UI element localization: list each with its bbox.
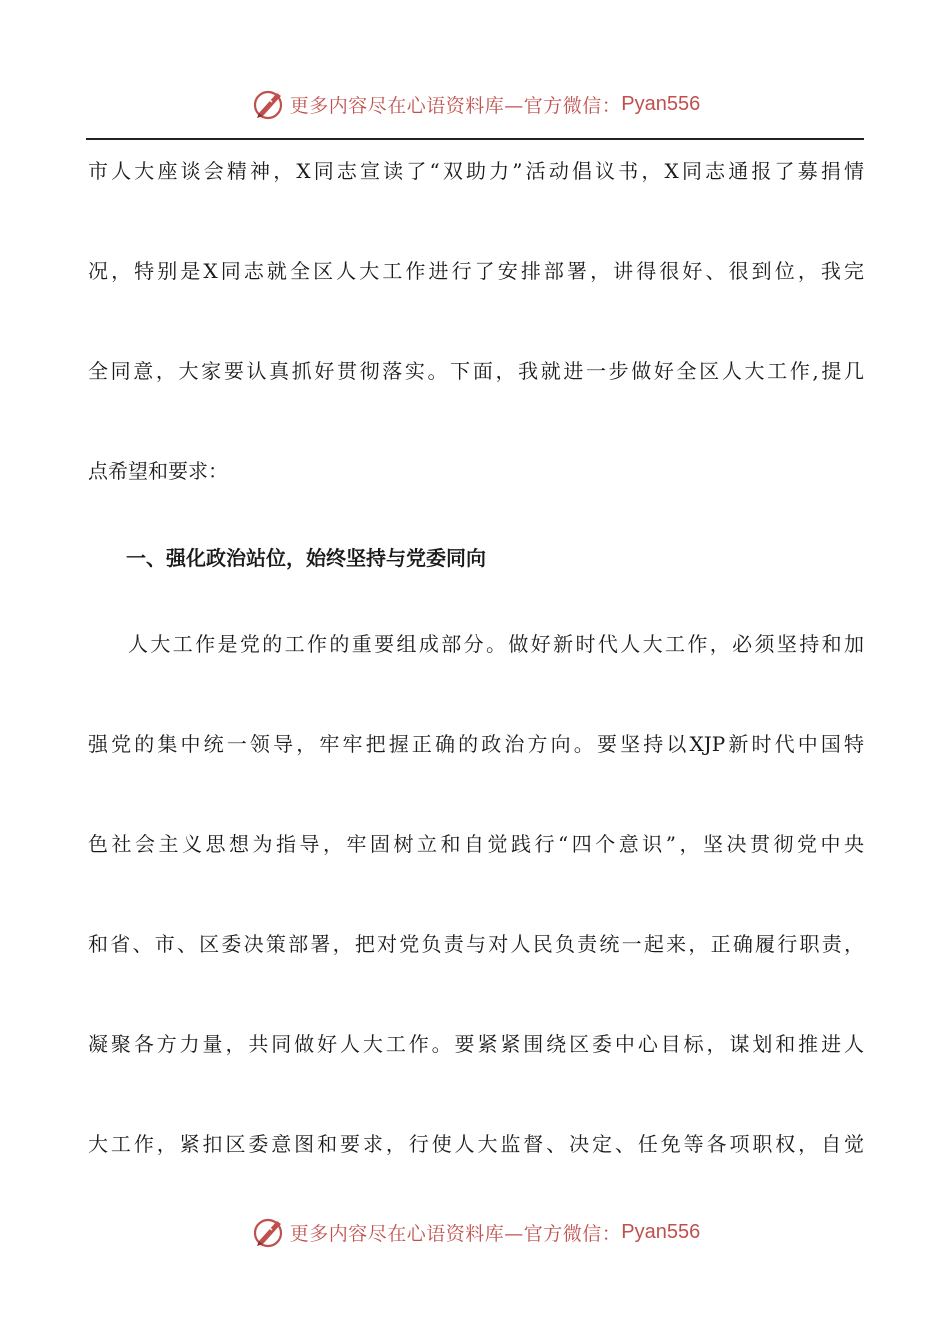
body-line: 全同意，大家要认真抓好贯彻落实。下面，我就进一步做好全区人大工作,提几 [88,359,864,383]
body-line: 凝聚各方力量，共同做好人大工作。要紧紧围绕区委中心目标，谋划和推进人 [88,1032,864,1056]
header-wechat-id: Pyan556 [621,92,701,115]
body-line: 强党的集中统一领导，牢牢把握正确的政治方向。要坚持以XJP新时代中国特 [88,732,864,756]
body-line: 市人大座谈会精神，X同志宣读了“双助力”活动倡议书，X同志通报了募捐情 [88,159,864,183]
body-line: 人大工作是党的工作的重要组成部分。做好新时代人大工作，必须坚持和加 [128,632,864,656]
body-line: 色社会主义思想为指导，牢固树立和自觉践行“四个意识”，坚决贯彻党中央 [88,832,864,856]
header-banner [0,82,950,126]
footer-wechat-id: Pyan556 [621,1220,701,1243]
footer-banner [0,1210,950,1254]
section-heading: 一、强化政治站位，始终坚持与党委同向 [126,546,486,570]
body-line: 大工作，紧扣区委意图和要求，行使人大监督、决定、任免等各项职权，自觉 [88,1132,864,1156]
body-line: 点希望和要求： [88,459,228,483]
body-line: 和省、市、区委决策部署，把对党负责与对人民负责统一起来，正确履行职责， [88,932,864,956]
footer-banner-text: 更多内容尽在心语资料库—官方微信： [289,1222,622,1245]
pen-logo-icon [250,86,286,122]
pen-logo-icon [250,1214,286,1250]
header-banner-text: 更多内容尽在心语资料库—官方微信： [289,94,622,117]
header-divider [86,138,864,140]
body-line: 况，特别是X同志就全区人大工作进行了安排部署，讲得很好、很到位，我完 [88,259,864,283]
